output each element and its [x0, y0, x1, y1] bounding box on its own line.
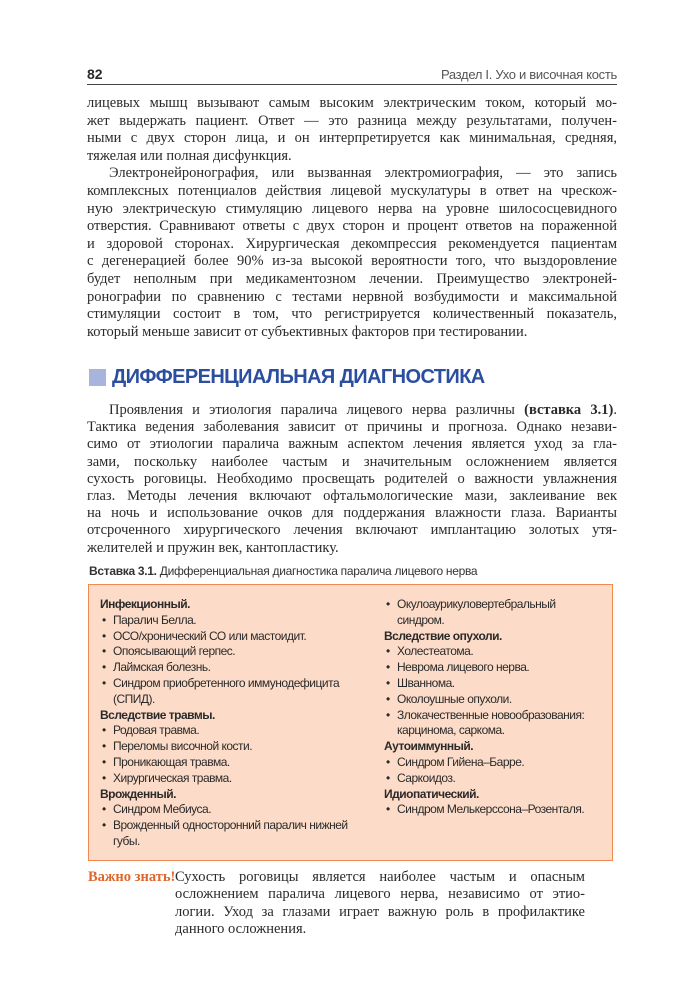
body-text-top [87, 95, 617, 341]
text-line: ными с двух сторон лица, и он интерпретируется как минимальная, средняя, [87, 130, 617, 147]
text-span: Проявления и этиология паралича лицевого нерва различны [109, 402, 525, 418]
list-item: синдром. [397, 612, 445, 627]
list-item: • Хирургическая травма. [100, 771, 380, 787]
text-line: Сухость роговицы является наиболее частым и опасным [175, 868, 585, 885]
text-span: . [613, 402, 617, 418]
text-line: зами, поскольку наиболее частым и значительным осложнением является [87, 453, 617, 470]
text-line: симо от этиологии паралича важным аспектом лечения является уход за гла- [87, 436, 617, 453]
list-item: • Опоясывающий герпес. [100, 644, 380, 660]
list-item: • Неврома лицевого нерва. [384, 660, 606, 676]
list-item: • ОСО/хронический СО или мастоидит. [100, 629, 380, 645]
text-line: тяжелая или полная дисфункция. [87, 147, 292, 164]
category-heading: Врожденный. [100, 786, 176, 801]
section-heading-text: ДИФФЕРЕНЦИАЛЬНАЯ ДИАГНОСТИКА [112, 366, 485, 388]
text-line: стимуляции состоит в том, что регистрируется количественный показатель, [87, 306, 617, 323]
text-line: Электронейронография, или вызванная электромиография, — это запись [109, 165, 617, 182]
text-line: данного осложнения. [175, 921, 307, 938]
list-item: • Синдром Мелькерссона–Розенталя. [384, 802, 606, 818]
list-item: • Холестеатома. [384, 644, 606, 660]
text-line: глаз. Методы лечения включают офтальмологические мази, заклеивание век [87, 487, 617, 504]
text-line: лицевых мышц вызывают самым высоким электрическим током, который мо- [87, 95, 617, 111]
category-heading: Идиопатический. [384, 786, 479, 801]
text-line: желителей и пружин век, кантопластику. [87, 539, 339, 556]
inset-caption-text: Дифференциальная диагностика паралича лицевого нерва [156, 564, 478, 578]
list-item: • Злокачественные новообразования: [384, 708, 606, 724]
inset-caption [89, 564, 477, 578]
list-item: • Синдром приобретенного иммунодефицита (СПИД). [100, 676, 380, 708]
body-text-diff [87, 402, 617, 557]
category-heading: Вследствие опухоли. [384, 628, 502, 643]
heading-square-icon [89, 369, 106, 386]
text-line: отверстия. Сравнивают ответы с двух сторон и процент ответов на пораженной [87, 218, 617, 235]
text-line: комплексных потенциалов действия лицевой мускулатуры в ответ на чрескож- [87, 182, 617, 199]
text-line: ронографии по сравнению с тестами нервной возбудимости и максимальной [87, 288, 617, 305]
list-item: • Синдром Мебиуса. [100, 802, 380, 818]
list-item: • Врожденный односторонний паралич нижней [100, 818, 380, 834]
text-line: Тактика ведения заболевания зависит от причины и прогноза. Однако незави- [87, 419, 617, 436]
page-number: 82 [87, 66, 103, 82]
text-line: жет выдержать пациент. Ответ — это разница между результатами, получен- [87, 112, 617, 129]
text-line: который меньше зависит от субъективных факторов при тестировании. [87, 323, 528, 340]
important-note-label: Важно знать! [88, 868, 176, 885]
text-line: с дегенерацией более 90% из-за высокой вероятности того, что выздоровление [87, 253, 617, 270]
list-item: • Родовая травма. [100, 723, 380, 739]
list-item: • Лаймская болезнь. [100, 660, 380, 676]
inset-caption-label: Вставка 3.1. [89, 564, 157, 578]
text-line: и здоровой сторонах. Хирургическая декомпрессия рекомендуется пациентам [87, 235, 617, 252]
text-line [87, 402, 617, 419]
list-item: губы. [113, 833, 140, 848]
text-line: на ночь и использование очков для поддержания влажности глаза. Варианты [87, 505, 617, 522]
text-line: осложнением паралича лицевого нерва, независимо от этио- [175, 886, 585, 903]
category-heading: Инфекционный. [100, 597, 190, 611]
text-line: сухость роговицы. Необходимо просвещать родителей о важности увлажнения [87, 470, 617, 487]
page-header [87, 64, 617, 85]
list-item: • Переломы височной кости. [100, 739, 380, 755]
category-heading: Аутоиммунный. [384, 739, 474, 754]
category-heading: Вследствие травмы. [100, 707, 215, 722]
running-head: Раздел I. Ухо и височная кость [440, 67, 617, 82]
important-note [88, 869, 618, 939]
text-line: логии. Уход за глазами играет важную роль в профилактике [175, 903, 585, 920]
section-heading [89, 366, 485, 389]
text-line: будет неполным при медикаментозном лечении. Преимущество электроней- [87, 270, 617, 287]
inset-box [88, 584, 613, 861]
inset-right-column [384, 597, 606, 850]
inset-and-note [88, 584, 618, 939]
list-item: • Околоушные опухоли. [384, 692, 606, 708]
inset-left-column [100, 597, 380, 850]
list-item: • Проникающая травма. [100, 755, 380, 771]
important-note-body [175, 869, 585, 939]
list-item: • Шваннома. [384, 676, 606, 692]
text-line: ную электрическую стимуляцию лицевого нерва на уровне шилососцевидного [87, 200, 617, 217]
list-item: • Паралич Белла. [100, 613, 380, 629]
inset-reference: (вставка 3.1) [524, 402, 614, 418]
list-item: карцинома, саркома. [397, 723, 505, 738]
list-item: • Саркоидоз. [384, 771, 606, 787]
text-line: отсроченного хирургического лечения включают имплантацию золотых утя- [87, 522, 617, 539]
list-item: • Окулоаурикуловертебральный [384, 597, 606, 613]
list-item: • Синдром Гийена–Барре. [384, 755, 606, 771]
